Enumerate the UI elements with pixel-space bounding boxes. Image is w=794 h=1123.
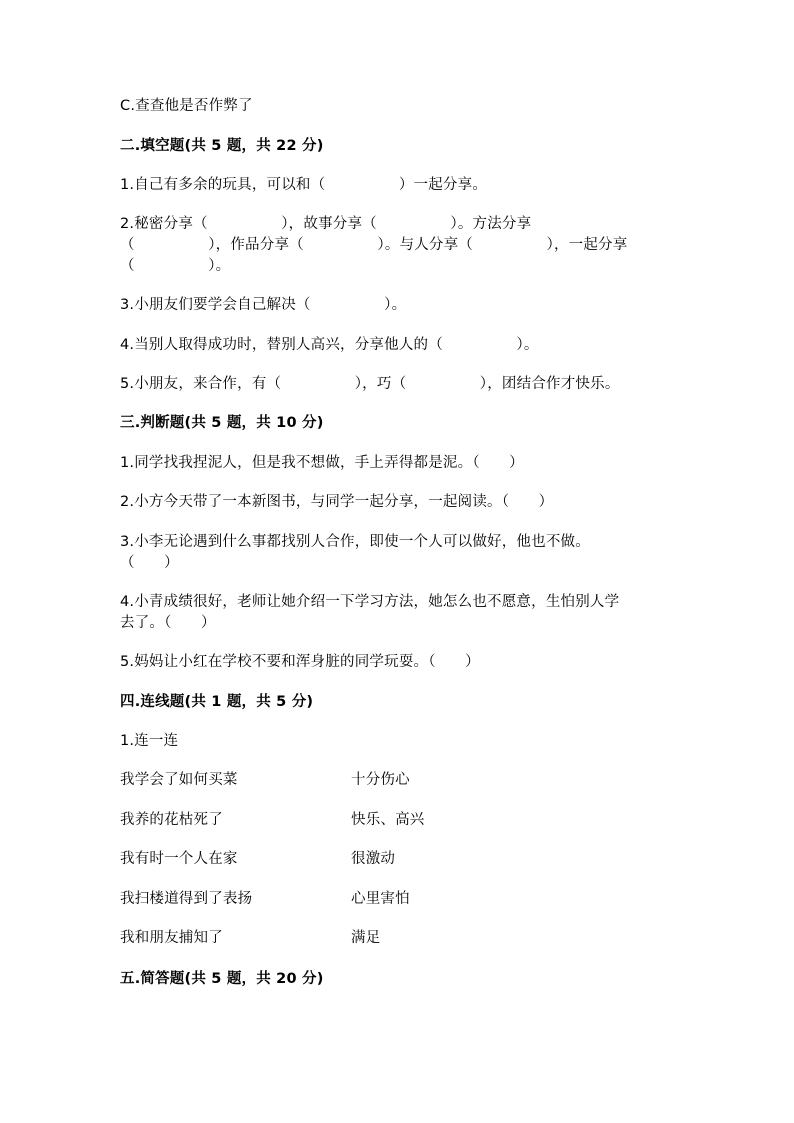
match-right-item: 满足 bbox=[351, 930, 381, 946]
match-question-1: 1.连一连 bbox=[120, 733, 179, 749]
match-left-item: 我养的花枯死了 bbox=[120, 812, 223, 828]
fill-question-3: 3.小朋友们要学会自己解决（ ）。 bbox=[120, 297, 407, 313]
judge-question-4-line-1: 4.小青成绩很好，老师让她介绍一下学习方法，她怎么也不愿意，生怕别人学 bbox=[120, 594, 620, 610]
fill-question-5: 5.小朋友，来合作，有（ ），巧（ ），团结合作才快乐。 bbox=[120, 376, 620, 392]
section-3-heading: 三.判断题(共 5 题，共 10 分) bbox=[120, 415, 324, 431]
judge-question-2: 2.小方今天带了一本新图书，与同学一起分享，一起阅读。（ ） bbox=[120, 494, 554, 510]
match-right-item: 快乐、高兴 bbox=[351, 812, 425, 828]
judge-question-4-line-2: 去了。（ ） bbox=[120, 615, 216, 631]
judge-question-3-line-1: 3.小李无论遇到什么事都找别人合作，即使一个人可以做好，他也不做。 bbox=[120, 534, 590, 550]
judge-question-5: 5.妈妈让小红在学校不要和浑身脏的同学玩耍。（ ） bbox=[120, 654, 480, 670]
fill-question-1: 1.自己有多余的玩具，可以和（ ）一起分享。 bbox=[120, 177, 488, 193]
match-right-item: 十分伤心 bbox=[351, 772, 410, 788]
judge-question-1: 1.同学找我捏泥人，但是我不想做，手上弄得都是泥。（ ） bbox=[120, 455, 524, 471]
fill-question-2-line-3: （ ）。 bbox=[120, 258, 231, 274]
fill-question-4: 4.当别人取得成功时，替别人高兴，分享他人的（ ）。 bbox=[120, 337, 539, 353]
match-left-item: 我有时一个人在家 bbox=[120, 851, 238, 867]
question-option-c: C.查查他是否作弊了 bbox=[120, 98, 253, 114]
section-4-heading: 四.连线题(共 1 题，共 5 分) bbox=[120, 694, 314, 710]
fill-question-2-line-1: 2.秘密分享（ ），故事分享（ ）。方法分享 bbox=[120, 216, 532, 232]
judge-question-3-line-2: （ ） bbox=[120, 555, 179, 571]
section-5-heading: 五.简答题(共 5 题，共 20 分) bbox=[120, 971, 324, 987]
match-left-item: 我学会了如何买菜 bbox=[120, 772, 238, 788]
match-left-item: 我和朋友捕知了 bbox=[120, 930, 223, 946]
match-right-item: 心里害怕 bbox=[351, 891, 410, 907]
match-left-item: 我扫楼道得到了表扬 bbox=[120, 891, 253, 907]
match-right-item: 很激动 bbox=[351, 851, 396, 867]
section-2-heading: 二.填空题(共 5 题，共 22 分) bbox=[120, 138, 324, 154]
fill-question-2-line-2: （ ），作品分享（ ）。与人分享（ ），一起分享 bbox=[120, 237, 628, 253]
